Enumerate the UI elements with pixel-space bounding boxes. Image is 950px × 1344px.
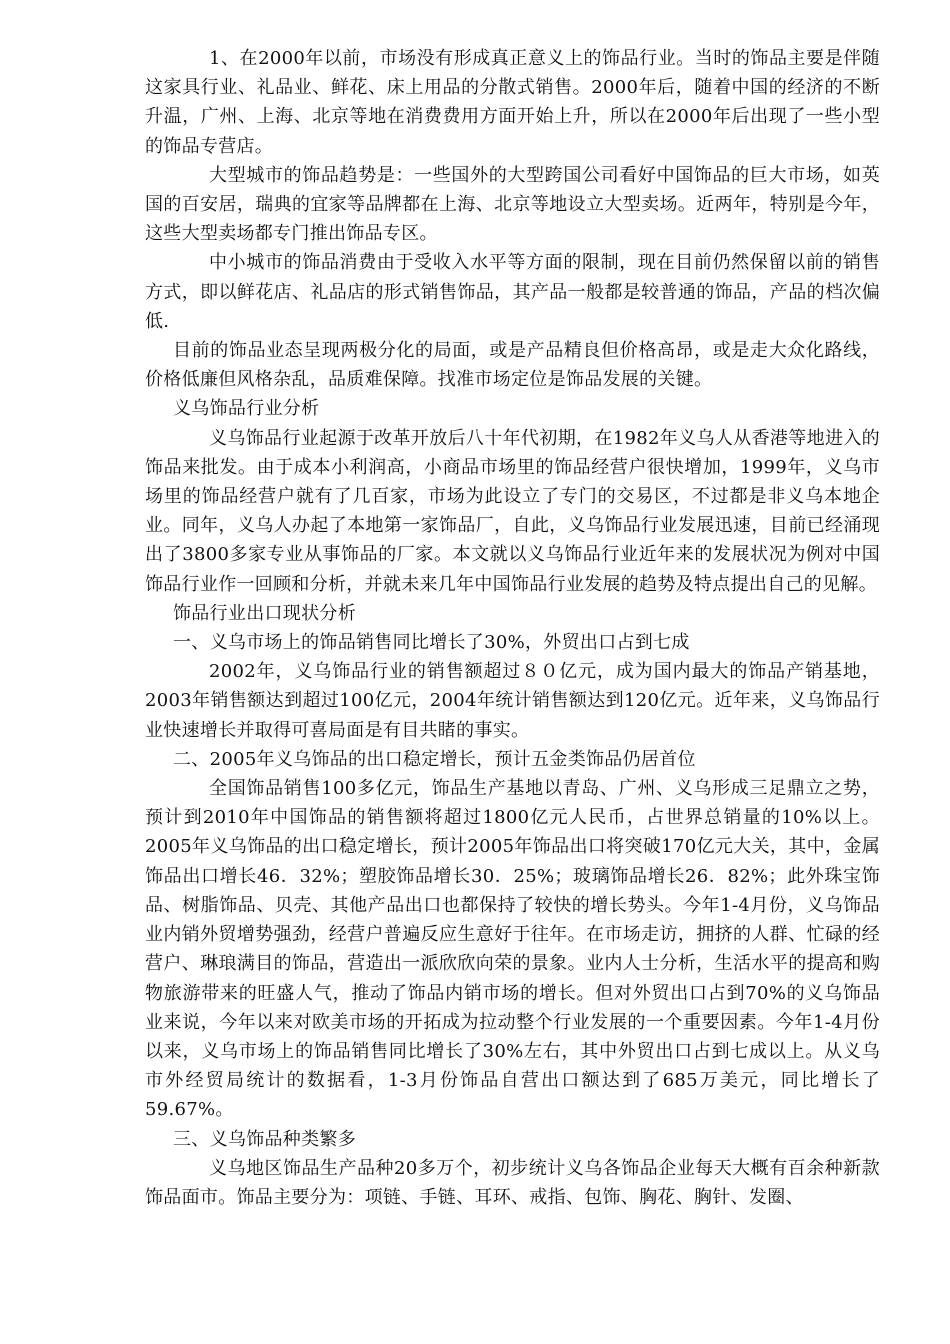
paragraph-product-varieties: 义乌地区饰品生产品种20多万个，初步统计义乌各饰品企业每天大概有百余种新款饰品面市。饰品主要分为：项链、手链、耳环、戒指、包饰、胸花、胸针、发圈、 bbox=[145, 1157, 880, 1208]
section-heading-export-status: 饰品行业出口现状分析 bbox=[173, 602, 356, 624]
paragraph-large-city-trend: 大型城市的饰品趋势是：一些国外的大型跨国公司看好中国饰品的巨大市场，如英国的百安居，瑞典的宜家等品牌都在上海、北京等地设立大型卖场。近两年，特别是今年，这些大型卖场都专门推出饰品专区。 bbox=[145, 164, 880, 245]
paragraph-small-city-consumption: 中小城市的饰品消费由于受收入水平等方面的限制，现在目前仍然保留以前的销售方式，即以鲜花店、礼品店的形式销售饰品，其产品一般都是较普通的饰品，产品的档次偏低. bbox=[145, 252, 880, 332]
paragraph-yiwu-origin: 义乌饰品行业起源于改革开放后八十年代初期，在1982年义乌人从香港等地进入的饰品来批发。由于成本小利润高，小商品市场里的饰品经营户很快增加，1999年，义乌市场里的饰品经营户就有了几百家，市场为此设立了专门的交易区，不过都是非义乌本地企业。同年，义乌人办起了本地第一家饰品厂，自此，义乌饰品行业发展迅速，目前已经涌现出了3800多家专业从事饰品的厂家。本文就以义乌饰品行业近年来的发展状况为例对中国饰品行业作一回顾和分析，并就未来几年中国饰品行业发展的趋势及特点提出自己的见解。 bbox=[145, 427, 880, 595]
section-heading-yiwu-analysis: 义乌饰品行业分析 bbox=[173, 398, 320, 420]
subheading-three: 三、义乌饰品种类繁多 bbox=[173, 1128, 356, 1150]
paragraph-sales-2002: 2002年，义乌饰品行业的销售额超过８０亿元，成为国内最大的饰品产销基地，2003年销售额达到超过100亿元，2004年统计销售额达到120亿元。近年来，义乌饰品行业快速增长并取得可喜局面是有目共睹的事实。 bbox=[145, 661, 880, 741]
paragraph-history-before-2000: 1、在2000年以前，市场没有形成真正意义上的饰品行业。当时的饰品主要是伴随这家具行业、礼品业、鲜花、床上用品的分散式销售。2000年后，随着中国的经济的不断升温，广州、上海、北京等地在消费费用方面开始上升，所以在2000年后出现了一些小型的饰品专营店。 bbox=[145, 48, 880, 157]
subheading-two: 二、2005年义乌饰品的出口稳定增长，预计五金类饰品仍居首位 bbox=[173, 748, 696, 770]
paragraph-polarization: 目前的饰品业态呈现两极分化的局面，或是产品精良但价格高昂，或是走大众化路线，价格低廉但风格杂乱，品质难保障。找准市场定位是饰品发展的关键。 bbox=[145, 340, 880, 391]
document-body bbox=[145, 44, 880, 1212]
subheading-one: 一、义乌市场上的饰品销售同比增长了30%，外贸出口占到七成 bbox=[173, 632, 690, 654]
paragraph-national-sales: 全国饰品销售100多亿元，饰品生产基地以青岛、广州、义乌形成三足鼎立之势，预计到2010年中国饰品的销售额将超过1800亿元人民币，占世界总销量的10%以上。2005年义乌饰品的出口稳定增长，预计2005年饰品出口将突破170亿元大关，其中，金属饰品出口增长46．32%；塑胶饰品增长30．25%；玻璃饰品增长26．82%；此外珠宝饰品、树脂饰品、贝壳、其他产品出口也都保持了较快的增长势头。今年1-4月份，义乌饰品业内销外贸增势强劲，经营户普遍反应生意好于往年。在市场走访，拥挤的人群、忙碌的经营户、琳琅满目的饰品，营造出一派欣欣向荣的景象。业内人士分析，生活水平的提高和购物旅游带来的旺盛人气，推动了饰品内销市场的增长。但对外贸出口占到70%的义乌饰品业来说，今年以来对欧美市场的开拓成为拉动整个行业发展的一个重要因素。今年1-4月份以来，义乌市场上的饰品销售同比增长了30%左右，其中外贸出口占到七成以上。从义乌市外经贸局统计的数据看，1-3月份饰品自营出口额达到了685万美元，同比增长了59.67%。 bbox=[145, 778, 880, 1121]
